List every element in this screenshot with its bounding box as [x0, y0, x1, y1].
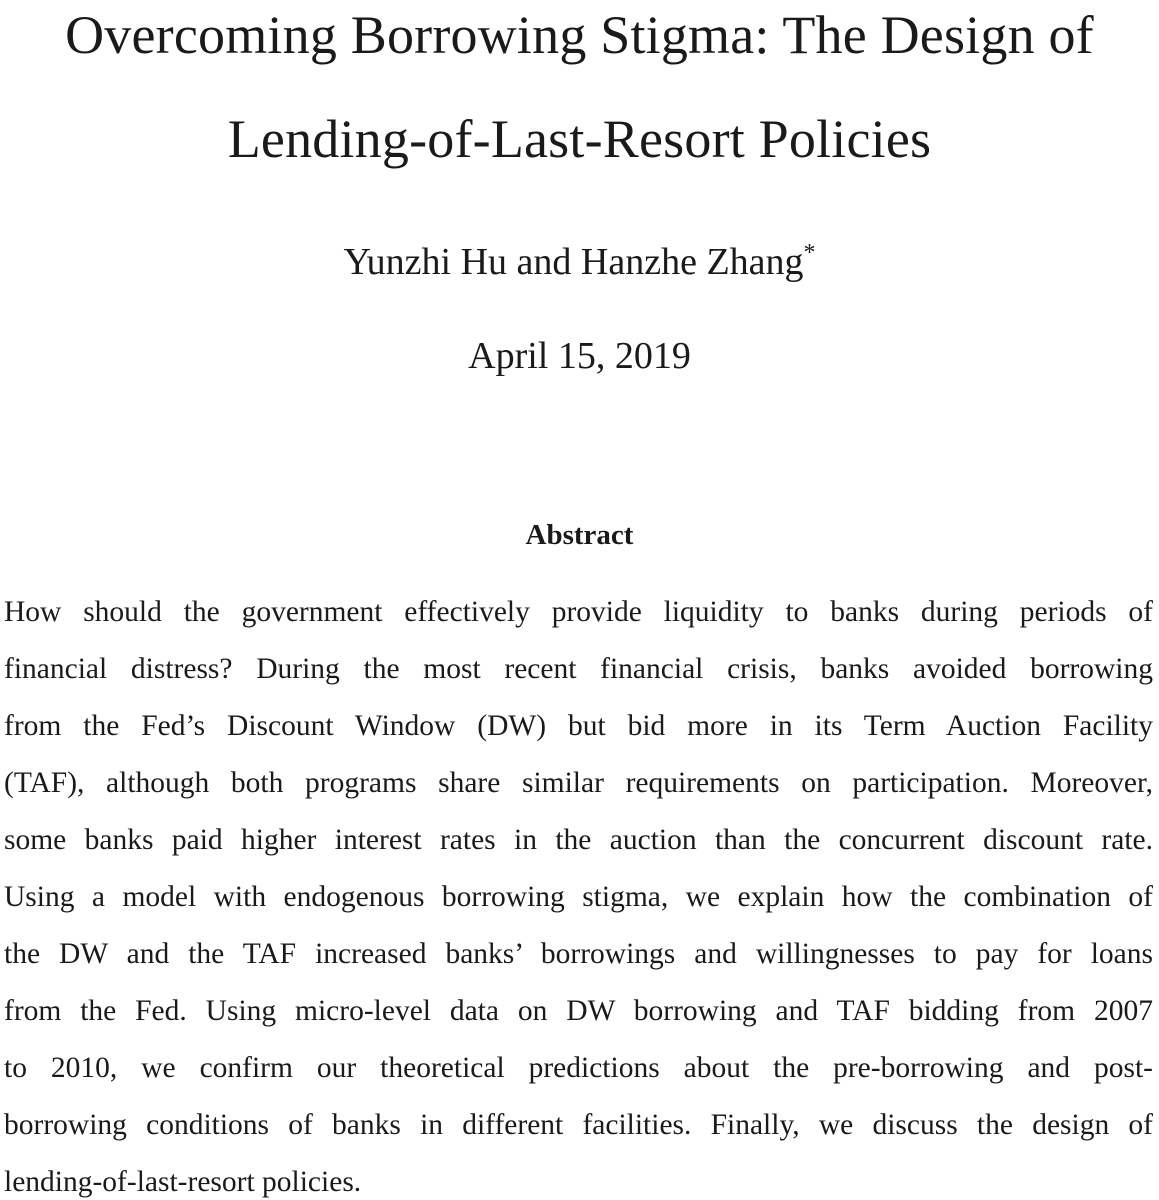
paper-title-line-2: Lending-of-Last-Resort Policies [227, 109, 932, 169]
abstract-line: lending-of-last-resort policies. [4, 1166, 362, 1198]
abstract-line: from the Fed. Using micro-level data on DW borrowing and TAF bidding from 2007 [4, 995, 1153, 1027]
abstract-line: How should the government effectively provide liquidity to banks during periods of [4, 596, 1153, 628]
abstract-line: Using a model with endogenous borrowing stigma, we explain how the combination of [4, 881, 1153, 913]
author-names: Yunzhi Hu and Hanzhe Zhang [343, 241, 804, 283]
abstract-heading: Abstract [525, 519, 634, 551]
abstract-line: borrowing conditions of banks in different facilities. Finally, we discuss the design of [4, 1109, 1153, 1141]
author-line [0, 240, 1159, 283]
abstract-line: (TAF), although both programs share similar requirements on participation. Moreover, [4, 767, 1153, 799]
author-footnote-mark: * [803, 240, 816, 266]
paper-title-line-1: Overcoming Borrowing Stigma: The Design of [65, 5, 1094, 65]
abstract-line: from the Fed’s Discount Window (DW) but bid more in its Term Auction Facility [4, 710, 1153, 742]
abstract-line: the DW and the TAF increased banks’ borrowings and willingnesses to pay for loans [4, 938, 1153, 970]
abstract-line: financial distress? During the most recent financial crisis, banks avoided borrowing [4, 653, 1153, 685]
abstract-line: some banks paid higher interest rates in the auction than the concurrent discount rate. [4, 824, 1153, 856]
abstract-line: to 2010, we confirm our theoretical predictions about the pre-borrowing and post- [4, 1052, 1153, 1084]
paper-date: April 15, 2019 [468, 335, 691, 377]
